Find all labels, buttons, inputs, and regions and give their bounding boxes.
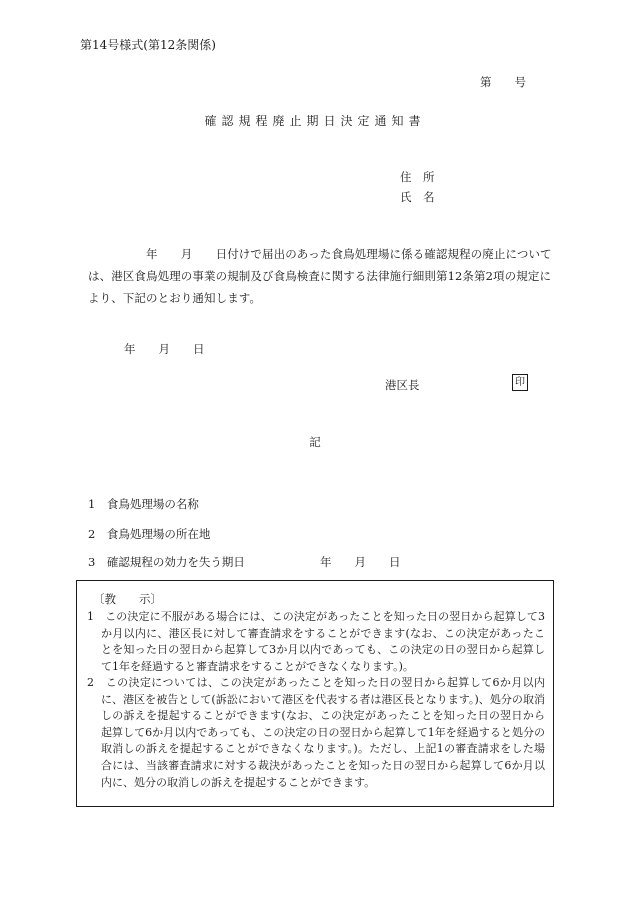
item-number: 3 — [88, 555, 96, 569]
notice-box — [76, 580, 554, 807]
issue-date-line: 年 月 日 — [124, 342, 205, 356]
notice-item: 2 この決定については、この決定があったことを知った日の翌日から起算して6か月以内に、港区を被告として(訴訟において港区を代表する者は港区長となります。)、処分の取消しの訴えを提起することができます(なお、この決定があったことを知った日の翌日から起算して6か月以内であっても、この決定の日の翌日から起算して1年を経過すると処分の取消しの訴えを提起することができなくなります。)。ただし、上記1の審査請求をした場合には、当該審査請求に対する裁決があったことを知った日の翌日から起算して6か月以内に、処分の取消しの訴えを提起することができます。 — [87, 676, 545, 789]
issuer-name: 港区長 — [385, 378, 420, 392]
seal-stamp: 印 — [512, 374, 528, 391]
name-label: 氏 名 — [400, 190, 435, 204]
form-number: 第14号様式(第12条関係) — [80, 38, 216, 52]
expiry-date: 年 月 日 — [320, 555, 401, 569]
body-text: 年 月 日付けで届出のあった食鳥処理場に係る確認規程の廃止については、港区食鳥処理の事業の規制及び食鳥検査に関する法律施行細則第12条第2項の規定により、下記のとおり通知します。 — [88, 247, 552, 305]
address-label: 住 所 — [400, 170, 435, 184]
item-number: 2 — [88, 527, 96, 541]
item-text: 食鳥処理場の所在地 — [106, 527, 211, 541]
item-text: 確認規程の効力を失う期日 — [106, 555, 245, 569]
item-text: 食鳥処理場の名称 — [106, 497, 199, 511]
item-number: 1 — [88, 497, 96, 511]
notice-heading: 〔教 示〕 — [93, 592, 162, 606]
list-item — [88, 526, 210, 542]
notice-item: 1 この決定に不服がある場合には、この決定があったことを知った日の翌日から起算して3か月以内に、港区長に対して審査請求をすることができます(なお、この決定があったことを知った日の翌日から起算して3か月以内であっても、この決定の日の翌日から起算して1年を経過すると審査請求をすることができなくなります。)。 — [87, 610, 545, 673]
list-item — [88, 554, 245, 570]
document-number: 第 号 — [480, 75, 526, 89]
list-item — [88, 496, 199, 512]
page-title: 確認規程廃止期日決定通知書 — [204, 114, 426, 128]
ki-label: 記 — [309, 435, 321, 449]
